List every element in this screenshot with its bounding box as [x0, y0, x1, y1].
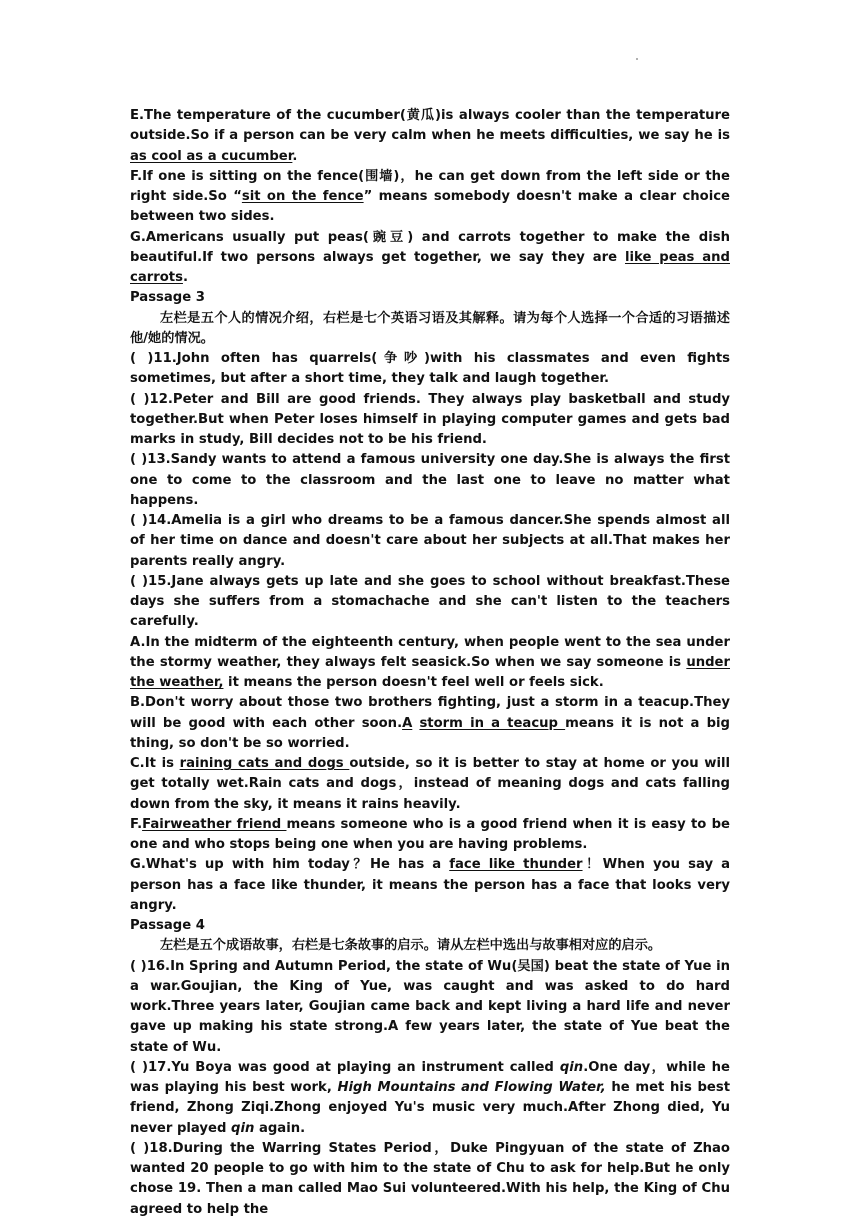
idiom-underline: A — [402, 715, 413, 731]
p3-option-b — [130, 693, 730, 754]
text-run: F. — [130, 816, 143, 832]
text-run: means it is not a big thing, so don't be so worried. — [130, 715, 730, 751]
idiom-underline: under the weather, — [130, 654, 730, 690]
idiom-underline: storm in a teacup — [419, 715, 566, 731]
text-run: ( )12.Peter and Bill are good friends. They always play basketball and study together.But when Peter loses himself in playing computer games and gets bad marks in study, Bill decides not to be his friend. — [130, 391, 730, 447]
idiom-underline: Fairweather friend — [142, 816, 287, 832]
question-15 — [130, 572, 730, 633]
idiom-underline: face like thunder — [449, 857, 583, 873]
question-16 — [130, 957, 730, 1058]
p2-option-e — [130, 106, 730, 167]
question-17 — [130, 1058, 730, 1139]
text-run: ( )16.In Spring and Autumn Period, the state of Wu(吴国) beat the state of Yue in a war.Goujian, the King of Yue, was caught and was asked to do hard work.Three years later, Goujian came back and kept living a hard life and never gave up making his state strong.A few years later, the state of Yue beat the state of Wu. — [130, 958, 730, 1055]
p3-option-a — [130, 633, 730, 694]
text-run: ！When you say a person has a face like thunder, it means the person has a face that looks very angry. — [130, 857, 731, 913]
idiom-underline: as cool as a cucumber — [130, 148, 293, 164]
text-run: B.Don't worry about those two brothers fighting, just a storm in a teacup.They will be good with each other soon. — [130, 695, 730, 731]
idiom-underline: like peas and carrots — [130, 249, 730, 285]
text-run: G.Americans usually put peas(豌豆) and carrots together to make the dish beautiful.If two persons always get together, we say they are — [130, 229, 730, 265]
text-run: ( )17.Yu Boya was good at playing an instrument called — [130, 1059, 560, 1075]
page-marker-dot — [636, 58, 638, 60]
text-run: means someone who is a good friend when it is easy to be one and who stops being one when you are having problems. — [130, 816, 730, 852]
passage-3-heading — [130, 288, 730, 308]
text-run: .One day，while he was playing his best work, — [130, 1059, 730, 1095]
italic-title: qin — [231, 1120, 255, 1136]
text-run: he met his best friend, Zhong Ziqi.Zhong enjoyed Yu's music very much.After Zhong died, Yu never played — [130, 1080, 730, 1136]
text-run: ( )11.John often has quarrels(争吵)with his classmates and even fights sometimes, but after a short time, they talk and laugh together. — [130, 351, 730, 387]
text-run: G.What's up with him today？He has a — [130, 857, 450, 873]
p2-option-f — [130, 167, 730, 228]
idiom-underline: sit on the fence — [241, 189, 364, 204]
text-run: ( )13.Sandy wants to attend a famous university one day.She is always the first one to come to the classroom and the last one to leave no matter what happens. — [130, 452, 730, 508]
text-run: ( )15.Jane always gets up late and she goes to school without breakfast.These days she suffers from a stomachache and she can't listen to the teachers carefully. — [130, 573, 730, 630]
document-body — [130, 106, 730, 1220]
text-run: again. — [254, 1120, 306, 1136]
p3-option-c — [130, 754, 730, 815]
text-run: Passage 3 — [130, 290, 205, 306]
text-run: ( )18.During the Warring States Period，Duke Pingyuan of the state of Zhao wanted 20 people to go with him to the state of Chu to ask for help.But he only chose 19. Then a man called Mao Sui volunteered.With his help, the King of Chu agreed to help the — [130, 1140, 730, 1217]
p2-option-g — [130, 228, 730, 289]
question-13 — [130, 450, 730, 511]
question-12 — [130, 390, 730, 451]
text-run: it means the person doesn't feel well or feels sick. — [223, 675, 604, 690]
passage-4-heading — [130, 916, 730, 936]
question-14 — [130, 511, 730, 572]
question-18 — [130, 1139, 730, 1220]
text-run: Passage 4 — [130, 918, 205, 933]
text-run: . — [182, 270, 188, 285]
text-run: 左栏是五个人的情况介绍，右栏是七个英语习语及其解释。请为每个人选择一个合适的习语描述他/她的情况。 — [130, 310, 730, 346]
italic-title: qin — [559, 1059, 584, 1075]
text-run: . — [292, 148, 298, 164]
italic-title: High Mountains and Flowing Water, — [337, 1080, 606, 1095]
text-run: A.In the midterm of the eighteenth century, when people went to the sea under the stormy weather, they always felt seasick.So when we say someone is — [130, 634, 730, 670]
p3-option-g — [130, 855, 730, 916]
p3-option-f — [130, 815, 730, 856]
text-run: ( )14.Amelia is a girl who dreams to be a famous dancer.She spends almost all of her time on dance and doesn't care about her subjects at all.That makes her parents really angry. — [130, 513, 730, 569]
passage-3-instructions — [130, 309, 730, 350]
text-run: C.It is — [130, 756, 180, 771]
text-run: ” means somebody doesn't make a clear choice between two sides. — [130, 189, 730, 225]
question-11 — [130, 349, 730, 390]
passage-4-instructions — [130, 936, 730, 956]
text-run: F.If one is sitting on the fence(围墙)，he can get down from the left side or the right side.So “ — [130, 168, 730, 204]
idiom-underline: raining cats and dogs — [179, 756, 350, 771]
text-run: 左栏是五个成语故事，右栏是七条故事的启示。请从左栏中选出与故事相对应的启示。 — [160, 938, 662, 954]
text-run: E.The temperature of the cucumber(黄瓜)is always cooler than the temperature outside.So if a person can be very calm when he meets difficulties, we say he is — [130, 108, 730, 144]
text-run: outside, so it is better to stay at home or you will get totally wet.Rain cats and dogs，instead of meaning dogs and cats falling down from the sky, it means it rains heavily. — [130, 756, 731, 812]
